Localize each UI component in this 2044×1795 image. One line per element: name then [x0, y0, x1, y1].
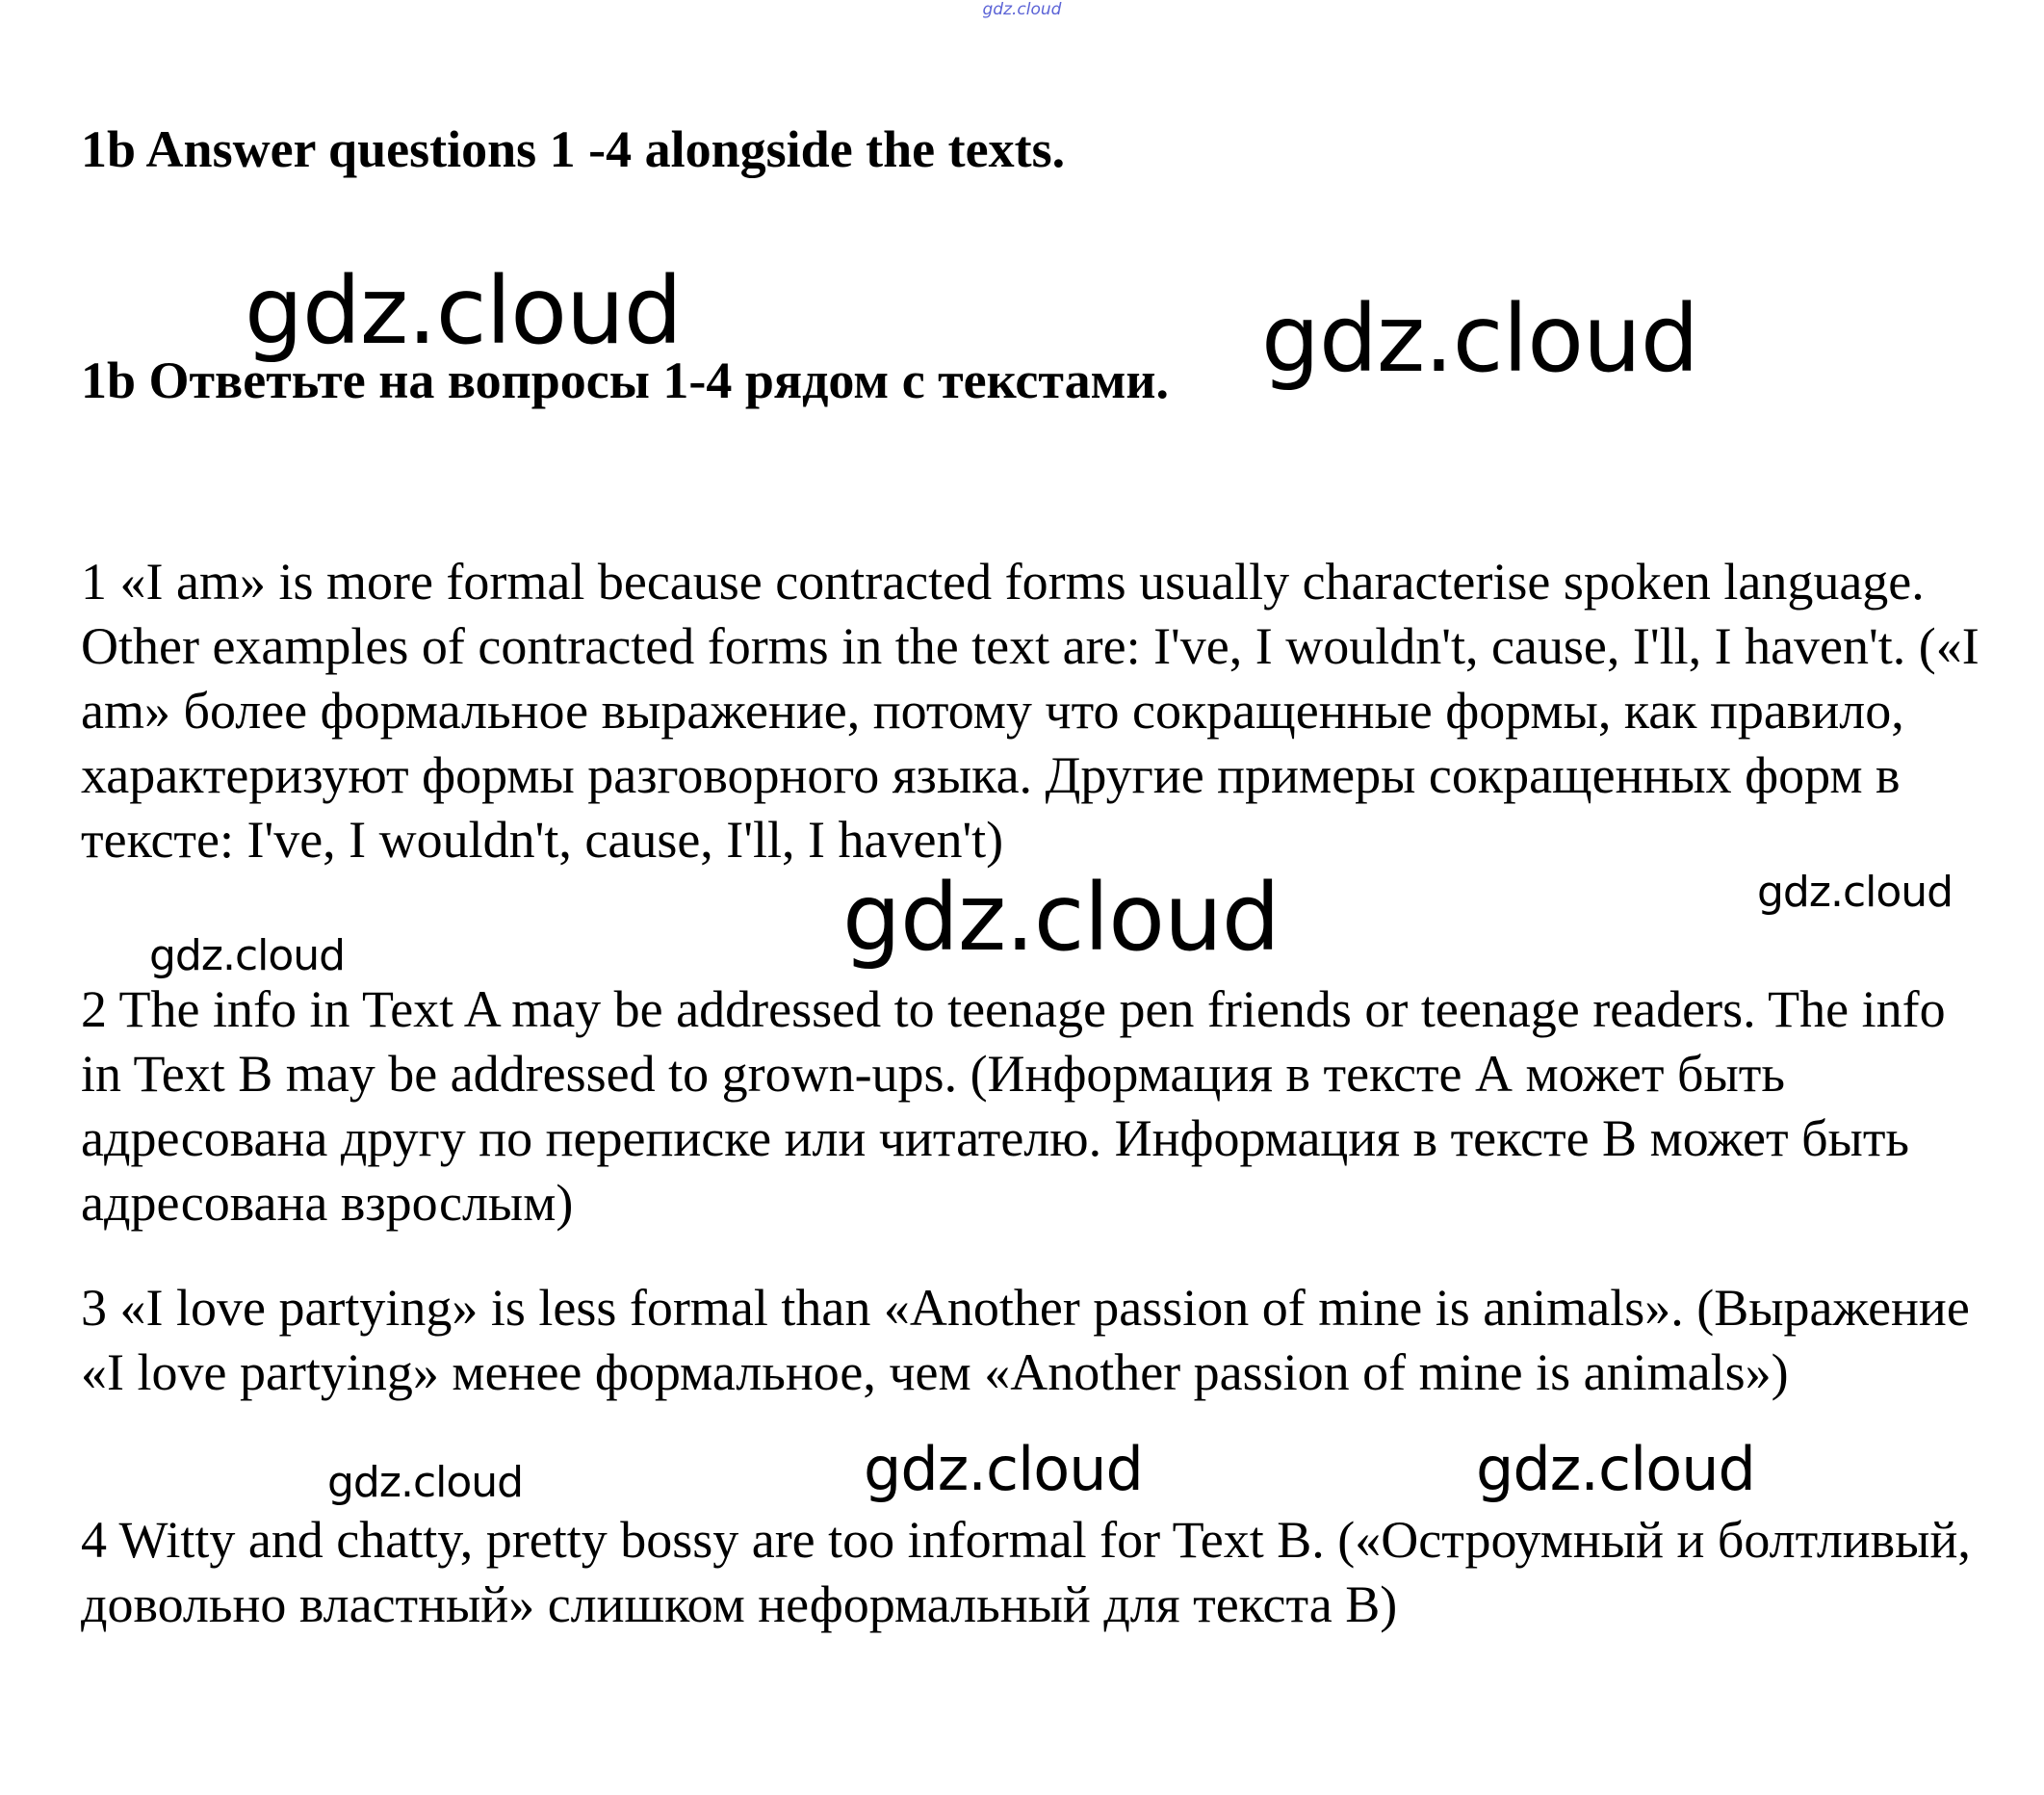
- watermark: gdz.cloud: [842, 864, 1280, 972]
- watermark: gdz.cloud: [245, 257, 682, 365]
- task-heading-english: 1b Answer questions 1 -4 alongside the texts.: [81, 120, 1066, 178]
- answer-3: 3 «I love partying» is less formal than «Another passion of mine is animals». (Выражение «I love partying» менее формальное, чем «Another passion of mine is animals»): [81, 1279, 1970, 1401]
- site-mark: gdz.cloud: [982, 0, 1062, 19]
- task-heading-russian: 1b Ответьте на вопросы 1-4 рядом с текстами.: [81, 351, 1169, 409]
- watermark: gdz.cloud: [864, 1434, 1143, 1504]
- watermark: gdz.cloud: [327, 1458, 524, 1507]
- watermark: gdz.cloud: [1476, 1434, 1755, 1504]
- watermark: gdz.cloud: [1757, 868, 1953, 917]
- answer-4: 4 Witty and chatty, pretty bossy are too informal for Text B. («Остроумный и болтливый, довольно властный» слишком неформальный для текста В): [81, 1511, 1971, 1633]
- watermark: gdz.cloud: [149, 931, 346, 980]
- watermark: gdz.cloud: [1261, 285, 1698, 393]
- answer-1: 1 «I am» is more formal because contracted forms usually characterise spoken language. Other examples of contracted forms in the text are: I've, I wouldn't, cause, I'll, I haven't. («I am» более формальное выражение, потому что сокращенные формы, как правило, характеризуют формы разговорного языка. Другие примеры сокращенных форм в тексте: I've, I wouldn't, cause, I'll, I haven't): [81, 553, 1979, 869]
- answer-2: 2 The info in Text A may be addressed to teenage pen friends or teenage readers. The info in Text B may be addressed to grown-ups. (Информация в тексте А может быть адресована другу по переписке или читателю. Информация в тексте В может быть адресована взрослым): [81, 980, 1946, 1232]
